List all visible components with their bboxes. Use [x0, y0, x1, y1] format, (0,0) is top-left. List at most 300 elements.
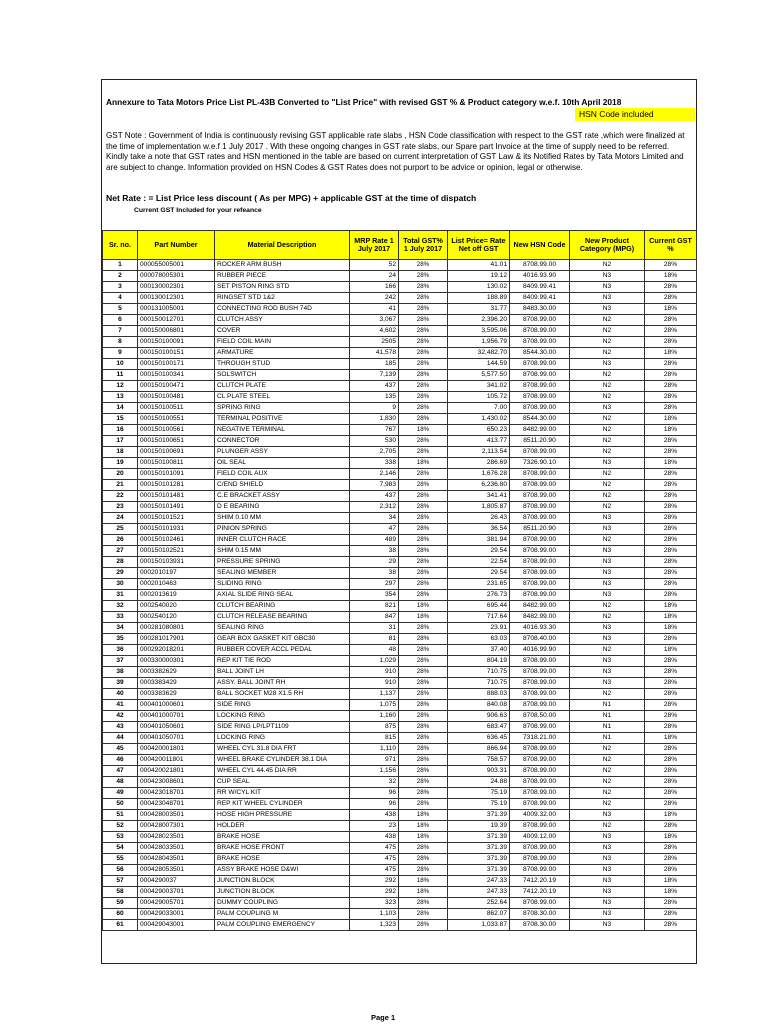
- table-row: [103, 700, 697, 711]
- material-description-cell: FIELD COIL AUX: [215, 469, 350, 480]
- sr-no-cell: 60: [103, 909, 138, 920]
- current-gst-cell: 28%: [645, 337, 697, 348]
- part-number-cell: 000150102461: [138, 535, 215, 546]
- sr-no-cell: 24: [103, 513, 138, 524]
- material-description-cell: RUBBER PIECE: [215, 271, 350, 282]
- hsn-code-cell: 8483.30.00: [510, 304, 570, 315]
- mrp-rate-cell: 7,983: [350, 480, 399, 491]
- mrp-rate-cell: 1,156: [350, 766, 399, 777]
- table-row: [103, 799, 697, 810]
- hsn-code-cell: 8708.99.00: [510, 821, 570, 832]
- product-category-cell: N2: [570, 370, 645, 381]
- table-row: [103, 623, 697, 634]
- col-header-current-gst: Current GST %: [645, 231, 697, 260]
- table-row: [103, 392, 697, 403]
- table-row: [103, 810, 697, 821]
- material-description-cell: OIL SEAL: [215, 458, 350, 469]
- material-description-cell: C/END SHIELD: [215, 480, 350, 491]
- part-number-cell: 000420011801: [138, 755, 215, 766]
- product-category-cell: N2: [570, 502, 645, 513]
- material-description-cell: COVER: [215, 326, 350, 337]
- table-row: [103, 656, 697, 667]
- product-category-cell: N3: [570, 887, 645, 898]
- list-price-cell: 188.89: [448, 293, 510, 304]
- material-description-cell: CUP SEAL: [215, 777, 350, 788]
- current-gst-cell: 28%: [645, 788, 697, 799]
- list-price-cell: 22.54: [448, 557, 510, 568]
- total-gst-cell: 28%: [399, 799, 448, 810]
- hsn-code-cell: 8708.99.00: [510, 898, 570, 909]
- product-category-cell: N3: [570, 920, 645, 931]
- product-category-cell: N2: [570, 337, 645, 348]
- list-price-cell: 371.39: [448, 865, 510, 876]
- current-gst-cell: 18%: [645, 645, 697, 656]
- part-number-cell: 0003383429: [138, 678, 215, 689]
- part-number-cell: 000150100551: [138, 414, 215, 425]
- current-gst-cell: 28%: [645, 447, 697, 458]
- product-category-cell: N2: [570, 645, 645, 656]
- current-gst-cell: 28%: [645, 777, 697, 788]
- mrp-rate-cell: 1,075: [350, 700, 399, 711]
- hsn-code-cell: 8409.99.41: [510, 293, 570, 304]
- current-gst-cell: 28%: [645, 502, 697, 513]
- part-number-cell: 000150100151: [138, 348, 215, 359]
- total-gst-cell: 28%: [399, 711, 448, 722]
- current-gst-cell: 18%: [645, 304, 697, 315]
- table-row: [103, 535, 697, 546]
- current-gst-cell: 18%: [645, 458, 697, 469]
- current-gst-cell: 28%: [645, 799, 697, 810]
- sr-no-cell: 37: [103, 656, 138, 667]
- current-gst-cell: 28%: [645, 293, 697, 304]
- col-header-product-category: New Product Category (MPG): [570, 231, 645, 260]
- current-gst-cell: 28%: [645, 711, 697, 722]
- current-gst-cell: 28%: [645, 755, 697, 766]
- table-row: [103, 854, 697, 865]
- total-gst-cell: 28%: [399, 447, 448, 458]
- list-price-cell: 758.57: [448, 755, 510, 766]
- total-gst-cell: 28%: [399, 898, 448, 909]
- table-row: [103, 282, 697, 293]
- current-gst-cell: 28%: [645, 568, 697, 579]
- product-category-cell: N2: [570, 260, 645, 271]
- product-category-cell: N2: [570, 480, 645, 491]
- list-price-cell: 3,595.06: [448, 326, 510, 337]
- table-row: [103, 513, 697, 524]
- material-description-cell: CL PLATE STEEL: [215, 392, 350, 403]
- part-number-cell: 000428033501: [138, 843, 215, 854]
- hsn-code-cell: 8708.99.00: [510, 843, 570, 854]
- table-row: [103, 898, 697, 909]
- table-row: [103, 832, 697, 843]
- total-gst-cell: 28%: [399, 733, 448, 744]
- table-row: [103, 689, 697, 700]
- material-description-cell: INNER CLUTCH RACE: [215, 535, 350, 546]
- total-gst-cell: 28%: [399, 359, 448, 370]
- material-description-cell: SEALING MEMBER: [215, 568, 350, 579]
- part-number-cell: 000401000601: [138, 700, 215, 711]
- current-gst-cell: 28%: [645, 524, 697, 535]
- list-price-cell: 37.40: [448, 645, 510, 656]
- material-description-cell: ASSY. BALL JOINT RH: [215, 678, 350, 689]
- table-row: [103, 733, 697, 744]
- list-price-cell: 36.54: [448, 524, 510, 535]
- total-gst-cell: 18%: [399, 425, 448, 436]
- table-row: [103, 777, 697, 788]
- material-description-cell: PALM COUPLING EMERGENCY: [215, 920, 350, 931]
- hsn-code-cell: 8708.30.00: [510, 920, 570, 931]
- table-row: [103, 458, 697, 469]
- list-price-cell: 840.08: [448, 700, 510, 711]
- list-price-cell: 341.02: [448, 381, 510, 392]
- material-description-cell: CLUTCH PLATE: [215, 381, 350, 392]
- current-gst-cell: 18%: [645, 348, 697, 359]
- hsn-code-cell: 7412.20.19: [510, 876, 570, 887]
- current-gst-cell: 28%: [645, 689, 697, 700]
- material-description-cell: SET PISTON RING STD: [215, 282, 350, 293]
- part-number-cell: 000429005701: [138, 898, 215, 909]
- part-number-cell: 000150100651: [138, 436, 215, 447]
- list-price-cell: 371.39: [448, 843, 510, 854]
- total-gst-cell: 28%: [399, 623, 448, 634]
- table-row: [103, 579, 697, 590]
- part-number-cell: 000150100561: [138, 425, 215, 436]
- part-number-cell: 000150100091: [138, 337, 215, 348]
- part-number-cell: 0002010463: [138, 579, 215, 590]
- product-category-cell: N1: [570, 700, 645, 711]
- product-category-cell: N3: [570, 513, 645, 524]
- material-description-cell: TERMINAL POSITIVE: [215, 414, 350, 425]
- table-row: [103, 491, 697, 502]
- total-gst-cell: 28%: [399, 513, 448, 524]
- sr-no-cell: 52: [103, 821, 138, 832]
- current-gst-cell: 28%: [645, 656, 697, 667]
- mrp-rate-cell: 4,602: [350, 326, 399, 337]
- table-row: [103, 645, 697, 656]
- list-price-cell: 1,033.87: [448, 920, 510, 931]
- sr-no-cell: 17: [103, 436, 138, 447]
- mrp-rate-cell: 475: [350, 865, 399, 876]
- mrp-rate-cell: 81: [350, 634, 399, 645]
- total-gst-cell: 28%: [399, 348, 448, 359]
- product-category-cell: N2: [570, 744, 645, 755]
- material-description-cell: WHEEL BRAKE CYLINDER 38.1 DIA: [215, 755, 350, 766]
- hsn-code-cell: 4009.32.00: [510, 810, 570, 821]
- hsn-code-cell: 8708.99.00: [510, 557, 570, 568]
- hsn-code-cell: 7326.90.10: [510, 458, 570, 469]
- total-gst-cell: 28%: [399, 700, 448, 711]
- hsn-code-cell: 8708.99.00: [510, 370, 570, 381]
- product-category-cell: N3: [570, 865, 645, 876]
- mrp-rate-cell: 438: [350, 810, 399, 821]
- material-description-cell: ASSY BRAKE HOSE D&WI: [215, 865, 350, 876]
- sr-no-cell: 29: [103, 568, 138, 579]
- part-number-cell: 000429003701: [138, 887, 215, 898]
- hsn-code-cell: 4016.99.90: [510, 645, 570, 656]
- part-number-cell: 000150100481: [138, 392, 215, 403]
- total-gst-cell: 28%: [399, 843, 448, 854]
- hsn-code-cell: 8708.99.00: [510, 326, 570, 337]
- part-number-cell: 000150101491: [138, 502, 215, 513]
- table-row: [103, 502, 697, 513]
- mrp-rate-cell: 47: [350, 524, 399, 535]
- material-description-cell: PINION SPRING: [215, 524, 350, 535]
- sr-no-cell: 41: [103, 700, 138, 711]
- material-description-cell: LOCKING RING: [215, 733, 350, 744]
- product-category-cell: N3: [570, 579, 645, 590]
- part-number-cell: 000423048701: [138, 799, 215, 810]
- table-row: [103, 359, 697, 370]
- hsn-code-cell: 8511.20.90: [510, 436, 570, 447]
- total-gst-cell: 28%: [399, 293, 448, 304]
- mrp-rate-cell: 875: [350, 722, 399, 733]
- sr-no-cell: 5: [103, 304, 138, 315]
- sr-no-cell: 51: [103, 810, 138, 821]
- total-gst-cell: 18%: [399, 458, 448, 469]
- current-gst-cell: 28%: [645, 909, 697, 920]
- product-category-cell: N3: [570, 557, 645, 568]
- hsn-code-cell: 8708.99.00: [510, 678, 570, 689]
- hsn-code-cell: 8708.40.00: [510, 634, 570, 645]
- part-number-cell: 000150102521: [138, 546, 215, 557]
- hsn-code-cell: 8511.20.90: [510, 524, 570, 535]
- table-row: [103, 711, 697, 722]
- total-gst-cell: 28%: [399, 755, 448, 766]
- part-number-cell: 000423008601: [138, 777, 215, 788]
- total-gst-cell: 18%: [399, 612, 448, 623]
- mrp-rate-cell: 185: [350, 359, 399, 370]
- table-row: [103, 447, 697, 458]
- sr-no-cell: 14: [103, 403, 138, 414]
- mrp-rate-cell: 1,029: [350, 656, 399, 667]
- table-row: [103, 546, 697, 557]
- table-row: [103, 909, 697, 920]
- product-category-cell: N2: [570, 601, 645, 612]
- part-number-cell: 000150100471: [138, 381, 215, 392]
- material-description-cell: CONNECTOR: [215, 436, 350, 447]
- current-gst-cell: 28%: [645, 854, 697, 865]
- table-row: [103, 590, 697, 601]
- total-gst-cell: 28%: [399, 590, 448, 601]
- product-category-cell: N3: [570, 590, 645, 601]
- part-number-cell: 000281017901: [138, 634, 215, 645]
- mrp-rate-cell: 971: [350, 755, 399, 766]
- sr-no-cell: 1: [103, 260, 138, 271]
- list-price-cell: 7.00: [448, 403, 510, 414]
- material-description-cell: WHEEL CYL 31.8 DIA FRT: [215, 744, 350, 755]
- table-row: [103, 601, 697, 612]
- col-header-list-price: List Price= Rate Net off GST: [448, 231, 510, 260]
- table-row: [103, 821, 697, 832]
- part-number-cell: 000420001801: [138, 744, 215, 755]
- table-row: [103, 568, 697, 579]
- list-price-cell: 903.31: [448, 766, 510, 777]
- list-price-cell: 371.39: [448, 832, 510, 843]
- hsn-code-cell: 8708.99.00: [510, 689, 570, 700]
- hsn-code-cell: 8708.99.00: [510, 579, 570, 590]
- part-number-cell: 000401000701: [138, 711, 215, 722]
- mrp-rate-cell: 38: [350, 568, 399, 579]
- current-gst-cell: 28%: [645, 469, 697, 480]
- current-gst-cell: 18%: [645, 733, 697, 744]
- mrp-rate-cell: 437: [350, 381, 399, 392]
- hsn-code-cell: 8708.99.00: [510, 403, 570, 414]
- mrp-rate-cell: 2505: [350, 337, 399, 348]
- material-description-cell: GEAR BOX GASKET KIT GBC30: [215, 634, 350, 645]
- sr-no-cell: 12: [103, 381, 138, 392]
- product-category-cell: N2: [570, 315, 645, 326]
- table-row: [103, 304, 697, 315]
- table-row: [103, 766, 697, 777]
- part-number-cell: 000055005001: [138, 260, 215, 271]
- product-category-cell: N3: [570, 678, 645, 689]
- product-category-cell: N3: [570, 667, 645, 678]
- part-number-cell: 000428007301: [138, 821, 215, 832]
- col-header-part-number: Part Number: [138, 231, 215, 260]
- hsn-code-cell: 8708.99.00: [510, 546, 570, 557]
- total-gst-cell: 18%: [399, 821, 448, 832]
- hsn-code-cell: 8708.99.00: [510, 755, 570, 766]
- material-description-cell: D E BEARING: [215, 502, 350, 513]
- sr-no-cell: 36: [103, 645, 138, 656]
- current-gst-cell: 28%: [645, 557, 697, 568]
- list-price-cell: 862.07: [448, 909, 510, 920]
- material-description-cell: SIDE RING: [215, 700, 350, 711]
- part-number-cell: 000150100341: [138, 370, 215, 381]
- part-number-cell: 000150103931: [138, 557, 215, 568]
- hsn-code-cell: 8708.99.00: [510, 568, 570, 579]
- sr-no-cell: 9: [103, 348, 138, 359]
- total-gst-cell: 18%: [399, 876, 448, 887]
- hsn-code-cell: 8708.99.00: [510, 667, 570, 678]
- total-gst-cell: 28%: [399, 436, 448, 447]
- product-category-cell: N3: [570, 359, 645, 370]
- current-gst-cell: 28%: [645, 766, 697, 777]
- mrp-rate-cell: 910: [350, 667, 399, 678]
- product-category-cell: N3: [570, 304, 645, 315]
- list-price-cell: 252.64: [448, 898, 510, 909]
- hsn-code-note: HSN Code included: [575, 108, 695, 121]
- current-gst-cell: 28%: [645, 898, 697, 909]
- table-row: [103, 843, 697, 854]
- mrp-rate-cell: 23: [350, 821, 399, 832]
- hsn-code-cell: 8708.99.00: [510, 359, 570, 370]
- mrp-rate-cell: 31: [350, 623, 399, 634]
- table-body: [103, 260, 697, 931]
- sr-no-cell: 25: [103, 524, 138, 535]
- material-description-cell: SHIM 0.10 MM: [215, 513, 350, 524]
- total-gst-cell: 28%: [399, 634, 448, 645]
- col-header-sr-no: Sr. no.: [103, 231, 138, 260]
- table-row: [103, 755, 697, 766]
- part-number-cell: 000150101281: [138, 480, 215, 491]
- material-description-cell: AXIAL SLIDE RING SEAL: [215, 590, 350, 601]
- sr-no-cell: 56: [103, 865, 138, 876]
- list-price-cell: 6,236.80: [448, 480, 510, 491]
- sr-no-cell: 4: [103, 293, 138, 304]
- hsn-code-cell: 8708.99.00: [510, 722, 570, 733]
- product-category-cell: N3: [570, 909, 645, 920]
- hsn-code-cell: 8708.99.00: [510, 590, 570, 601]
- sr-no-cell: 3: [103, 282, 138, 293]
- sr-no-cell: 32: [103, 601, 138, 612]
- sr-no-cell: 13: [103, 392, 138, 403]
- mrp-rate-cell: 297: [350, 579, 399, 590]
- product-category-cell: N3: [570, 293, 645, 304]
- product-category-cell: N2: [570, 689, 645, 700]
- sr-no-cell: 23: [103, 502, 138, 513]
- part-number-cell: 000401050701: [138, 733, 215, 744]
- table-row: [103, 381, 697, 392]
- current-gst-cell: 28%: [645, 678, 697, 689]
- sr-no-cell: 30: [103, 579, 138, 590]
- sr-no-cell: 59: [103, 898, 138, 909]
- product-category-cell: N2: [570, 788, 645, 799]
- current-gst-cell: 28%: [645, 722, 697, 733]
- hsn-code-cell: 8708.99.00: [510, 513, 570, 524]
- product-category-cell: N3: [570, 810, 645, 821]
- mrp-rate-cell: 29: [350, 557, 399, 568]
- total-gst-cell: 28%: [399, 557, 448, 568]
- part-number-cell: 000150101931: [138, 524, 215, 535]
- part-number-cell: 000078005301: [138, 271, 215, 282]
- material-description-cell: THROUGH STUD: [215, 359, 350, 370]
- hsn-code-cell: 8708.99.00: [510, 744, 570, 755]
- product-category-cell: N3: [570, 403, 645, 414]
- hsn-code-cell: 8482.99.00: [510, 601, 570, 612]
- sr-no-cell: 39: [103, 678, 138, 689]
- part-number-cell: 000150101481: [138, 491, 215, 502]
- product-category-cell: N2: [570, 381, 645, 392]
- sr-no-cell: 40: [103, 689, 138, 700]
- sr-no-cell: 27: [103, 546, 138, 557]
- product-category-cell: N2: [570, 612, 645, 623]
- total-gst-cell: 28%: [399, 524, 448, 535]
- part-number-cell: 000429033001: [138, 909, 215, 920]
- hsn-code-cell: 8708.30.00: [510, 909, 570, 920]
- current-gst-cell: 28%: [645, 700, 697, 711]
- product-category-cell: N2: [570, 469, 645, 480]
- sr-no-cell: 11: [103, 370, 138, 381]
- product-category-cell: N2: [570, 799, 645, 810]
- part-number-cell: 0003383629: [138, 689, 215, 700]
- sr-no-cell: 16: [103, 425, 138, 436]
- mrp-rate-cell: 1,830: [350, 414, 399, 425]
- material-description-cell: BALL JOINT LH: [215, 667, 350, 678]
- product-category-cell: N3: [570, 898, 645, 909]
- part-number-cell: 000150100811: [138, 458, 215, 469]
- total-gst-cell: 28%: [399, 568, 448, 579]
- hsn-code-cell: 8708.99.00: [510, 788, 570, 799]
- mrp-rate-cell: 242: [350, 293, 399, 304]
- hsn-code-cell: 8708.99.00: [510, 491, 570, 502]
- hsn-code-cell: 8409.99.41: [510, 282, 570, 293]
- product-category-cell: N2: [570, 425, 645, 436]
- total-gst-cell: 28%: [399, 480, 448, 491]
- list-price-cell: 1,676.28: [448, 469, 510, 480]
- hsn-code-cell: 8708.99.00: [510, 656, 570, 667]
- table-row: [103, 557, 697, 568]
- mrp-rate-cell: 438: [350, 832, 399, 843]
- sr-no-cell: 43: [103, 722, 138, 733]
- list-price-cell: 866.94: [448, 744, 510, 755]
- part-number-cell: 000281080801: [138, 623, 215, 634]
- material-description-cell: RUBBER COVER ACCL PEDAL: [215, 645, 350, 656]
- hsn-code-cell: 8708.99.00: [510, 854, 570, 865]
- current-gst-cell: 28%: [645, 579, 697, 590]
- list-price-cell: 888.03: [448, 689, 510, 700]
- sr-no-cell: 33: [103, 612, 138, 623]
